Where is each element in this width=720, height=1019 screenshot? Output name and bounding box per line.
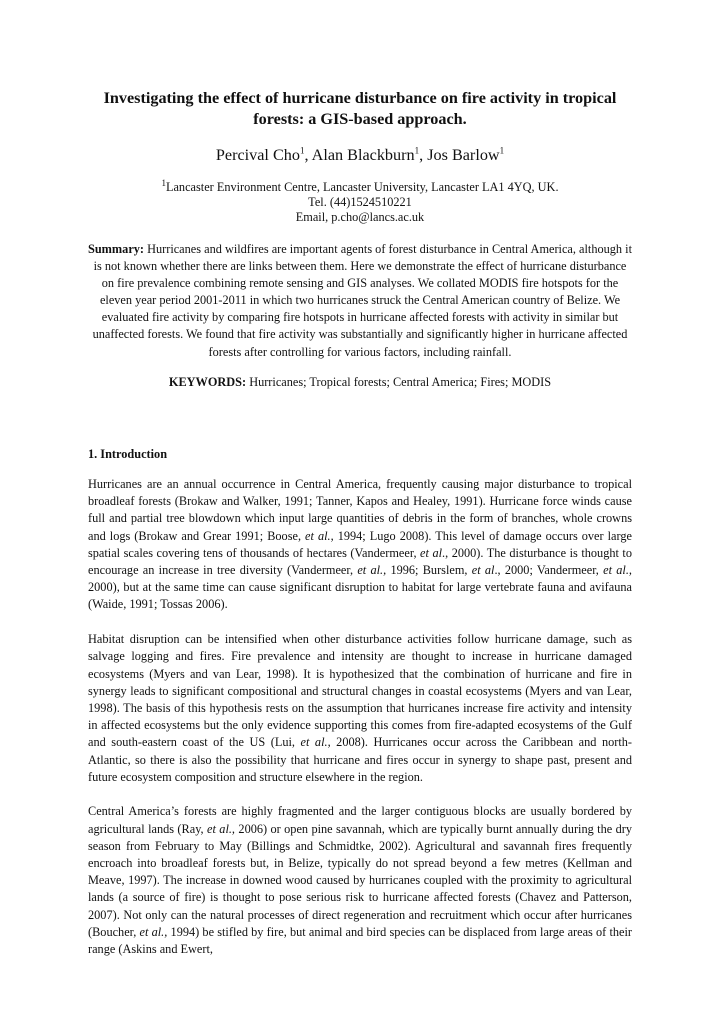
paper-title: Investigating the effect of hurricane disturbance on fire activity in tropical forests: a GIS-based approach. <box>103 89 617 128</box>
telephone: Tel. (44)1524510221 <box>308 195 412 209</box>
paragraph <box>88 803 632 958</box>
citation-etal: et al., <box>207 821 236 836</box>
affiliation-block <box>88 177 632 225</box>
citation-etal: et al., <box>139 924 168 939</box>
paragraph-text: 2006) or open pine savannah, which are typically burnt annually during the dry season from February to May (Billings and Schmidtke, 2002). Agricultural and savannah fires frequently encroach into broadleaf forests but, in Belize, typically do not spread beyond a few metres (Kellman and Meave, 1997). The increase in downed wood caused by hurricanes coupled with the proximity to agricultural lands (a source of fire) is thought to pose serious risk to hurricane affected forests (Chavez and Patterson, 2007). Not only can the natural processes of direct regeneration and recruitment which occur after hurricanes (Boucher, <box>88 821 632 939</box>
paragraph <box>88 631 632 786</box>
affiliation-marker: 1 <box>299 145 305 156</box>
summary-label: Summary: <box>88 242 145 256</box>
email: Email, p.cho@lancs.ac.uk <box>295 210 425 224</box>
paragraph-text: Central America’s forests are highly fragmented and the larger contiguous blocks are usually bordered by agricultural lands (Ray, <box>88 804 632 836</box>
paragraph-text: ., 2000; Vandermeer, <box>494 563 604 578</box>
paragraph-text: Hurricanes are an annual occurrence in Central America, frequently causing major disturbance to tropical broadleaf forests (Brokaw and Walker, 1991; Tanner, Kapos and Healey, 1991). Hurricane force winds cause full and partial tree blowdown which input large quantities of debris in the form of branches, whole crowns and logs (Brokaw and Grear 1991; Boose, <box>88 477 632 543</box>
paragraph-text: 2008). Hurricanes occur across the Caribbean and north-Atlantic, so there is also the possibility that hurricane and fires occur in synergy to shape past, present and future ecosystem composition and structure elsewhere in the region. <box>88 735 632 784</box>
keywords-block <box>88 374 632 390</box>
paragraph <box>88 476 632 614</box>
affiliation-line <box>88 177 632 195</box>
paragraph-text: 2000), but at the same time can cause significant disruption to habitat for large vertebrate fauna and avifauna (Waide, 1991; Tossas 2006). <box>88 580 632 612</box>
paragraph-text: 1994) be stifled by fire, but animal and bird species can be displaced from large areas of their range (Askins and Ewert, <box>88 924 632 957</box>
author-list: Percival Cho$^1$, Alan Blackburn$^1$, Jos Barlow$^1$ <box>215 145 505 164</box>
citation-etal: et al <box>471 563 495 578</box>
citation-etal: et al., <box>603 563 632 578</box>
keywords-label: KEYWORDS: <box>168 375 247 389</box>
citation-etal: et al., <box>357 563 387 578</box>
affiliation-text: Lancaster Environment Centre, Lancaster University, Lancaster LA1 4YQ, UK. <box>165 180 559 194</box>
summary-block <box>86 241 634 361</box>
body-text <box>88 476 632 976</box>
paragraph-text: 1996; Burslem, <box>386 563 472 578</box>
summary-text: Hurricanes and wildfires are important agents of forest disturbance in Central America, although it is not known whether there are links between them. Here we demonstrate the effect of hurricane disturbance on fire prevalence combining remote sensing and GIS analyses. We collated MODIS fire hotspots for the eleven year period 2001-2011 in which two hurricanes struck the Central American country of Belize. We evaluated fire activity by comparing fire hotspots in hurricane affected forests with activity in similar but unaffected forests. We found that fire activity was substantially and significantly higher in hurricane affected forests after controlling for various factors, including rainfall. <box>92 242 632 359</box>
author-name: Alan Blackburn <box>311 146 415 164</box>
citation-etal: et al., <box>300 735 331 750</box>
section-heading: 1. Introduction <box>88 447 168 461</box>
author-name: Jos Barlow <box>427 146 500 164</box>
affiliation-marker: 1 <box>499 145 505 156</box>
author-name: Percival Cho <box>215 146 300 164</box>
affiliation-marker: 1 <box>414 145 420 156</box>
affiliation-marker: 1 <box>161 177 166 188</box>
paragraph-text: ., 2000). The disturbance is thought to encourage an increase in tree diversity (Vandermeer, <box>88 545 632 578</box>
paragraph-text: Habitat disruption can be intensified when other disturbance activities follow hurricane damage, such as salvage logging and fires. Fire prevalence and intensity are thought to increase in hurricane damaged ecosystems (Myers and van Lear, 1998). It is hypothesized that the combination of hurricane and fire in synergy leads to significant compositional and structural changes in coastal ecosystems (Myers and van Lear, 1998). The basis of this hypothesis rests on the assumption that hurricanes increase fire activity and intensity in affected ecosystems but the only evidence supporting this comes from fire-adapted ecosystems of the Gulf and south-eastern coast of the US (Lui, <box>88 632 632 750</box>
keywords-text: Hurricanes; Tropical forests; Central America; Fires; MODIS <box>249 375 552 389</box>
paragraph-text: 1994; Lugo 2008). This level of damage occurs over large spatial scales covering tens of thousands of hectares (Vandermeer, <box>88 528 632 560</box>
citation-etal: et al <box>420 545 443 560</box>
citation-etal: et al., <box>305 528 334 543</box>
